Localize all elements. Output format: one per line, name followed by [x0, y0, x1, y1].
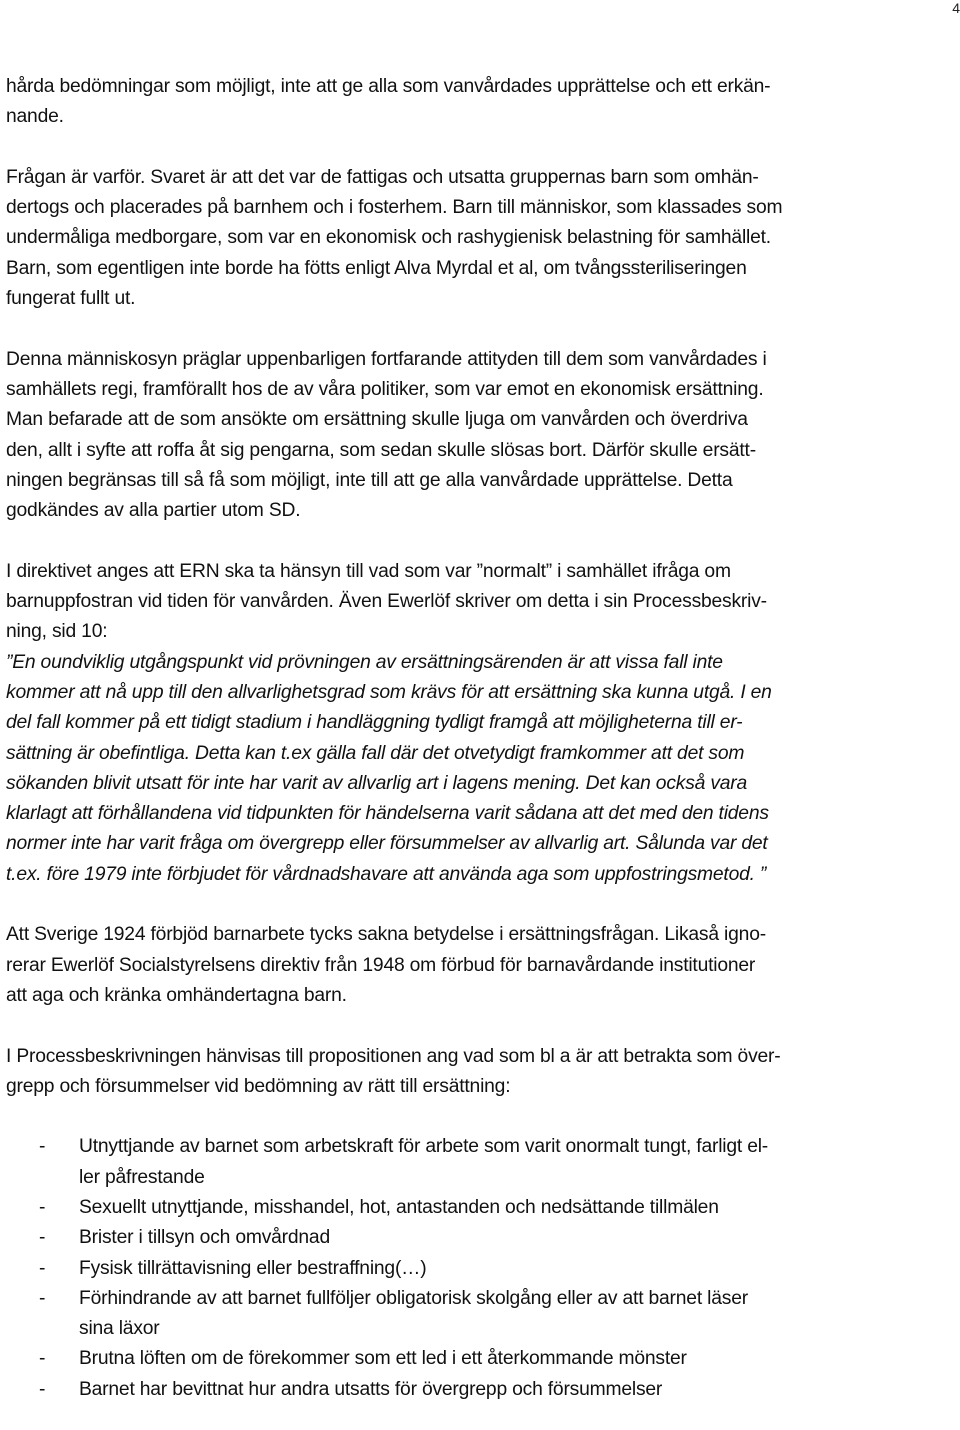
page-number: 4	[952, 0, 960, 16]
list-item-text: Fysisk tillrättavisning eller bestraffning(…)	[79, 1257, 427, 1279]
list-item	[6, 1132, 958, 1193]
list-item-text: sina läxor	[79, 1318, 160, 1340]
list-item	[6, 1254, 958, 1284]
list-item	[6, 1193, 958, 1223]
paragraph-process-description	[6, 1042, 958, 1103]
list-dash: -	[39, 1257, 46, 1279]
list-dash: -	[39, 1136, 46, 1158]
text-line: godkändes av alla partier utom SD.	[6, 500, 301, 522]
list-item-text: Sexuellt utnyttjande, misshandel, hot, antastanden och nedsättande tillmälen	[79, 1196, 719, 1218]
quote-line: normer inte har varit fråga om övergrepp eller försummelser av allvarlig art. Sålunda var det	[6, 833, 768, 855]
quote-line: klarlagt att förhållandena vid tidpunkten för händelserna varit sådana att det med den tidens	[6, 803, 769, 825]
paragraph-directive	[6, 557, 958, 890]
paragraph-child-labour	[6, 920, 958, 1011]
text-line: Man befarade att de som ansökte om ersättning skulle ljuga om vanvården och överdriva	[6, 409, 748, 431]
paragraph-assessments	[6, 72, 958, 133]
text-line: ning, sid 10:	[6, 621, 108, 643]
list-item	[6, 1375, 958, 1405]
text-line: samhällets regi, framförallt hos de av våra politiker, som var emot en ekonomisk ersättning.	[6, 378, 764, 400]
list-dash: -	[39, 1287, 46, 1309]
text-line: fungerat fullt ut.	[6, 288, 136, 310]
list-item	[6, 1344, 958, 1374]
list-dash: -	[39, 1348, 46, 1370]
list-item-text: Förhindrande av att barnet fullföljer obligatorisk skolgång eller av att barnet läser	[79, 1287, 748, 1309]
list-dash: -	[39, 1196, 46, 1218]
paragraph-human-view	[6, 345, 958, 527]
text-line: Denna människosyn präglar uppenbarligen fortfarande attityden till dem som vanvårdades i	[6, 348, 767, 370]
document-body	[6, 72, 958, 1405]
list-item-text: Utnyttjande av barnet som arbetskraft för arbete som varit onormalt tungt, farligt el-	[79, 1136, 769, 1158]
paragraph-why	[6, 163, 958, 314]
list-item-text: ler påfrestande	[79, 1166, 205, 1188]
list-dash: -	[39, 1227, 46, 1249]
quote-line: ”En oundviklig utgångspunkt vid prövningen av ersättningsärenden är att vissa fall inte	[6, 651, 723, 673]
text-line: Barn, som egentligen inte borde ha fötts enligt Alva Myrdal et al, om tvångssteriliseringen	[6, 257, 747, 279]
text-line: barnuppfostran vid tiden för vanvården. Även Ewerlöf skriver om detta i sin Processbeskriv-	[6, 591, 767, 613]
text-line: ningen begränsas till så få som möjligt, inte till att ge alla vanvårdade upprättelse. Detta	[6, 469, 733, 491]
text-line: I Processbeskrivningen hänvisas till propositionen ang vad som bl a är att betrakta som över-	[6, 1045, 781, 1067]
text-line: grepp och försummelser vid bedömning av rätt till ersättning:	[6, 1075, 511, 1097]
list-item-text: Barnet har bevittnat hur andra utsatts för övergrepp och försummelser	[79, 1378, 663, 1400]
text-line: att aga och kränka omhändertagna barn.	[6, 984, 347, 1006]
list-item-text: Brister i tillsyn och omvårdnad	[79, 1227, 330, 1249]
text-line: hårda bedömningar som möjligt, inte att ge alla som vanvårdades upprättelse och ett erkän-	[6, 76, 771, 97]
text-line: den, allt i syfte att roffa åt sig pengarna, som sedan skulle slösas bort. Därför skulle ersätt-	[6, 439, 756, 461]
list-item-text: Brutna löften om de förekommer som ett led i ett återkommande mönster	[79, 1348, 687, 1370]
quote-line: sättning är obefintliga. Detta kan t.ex gälla fall där det otvetydigt framkommer att det som	[6, 742, 745, 764]
quote-line: kommer att nå upp till den allvarlighetsgrad som krävs för att ersättning ska kunna utgå. I en	[6, 681, 772, 703]
quote-line: sökanden blivit utsatt för inte har varit av allvarlig art i lagens mening. Det kan också vara	[6, 772, 748, 794]
list-item	[6, 1284, 958, 1345]
list-dash: -	[39, 1378, 46, 1400]
quote-line: del fall kommer på ett tidigt stadium i handläggning tydligt framgå att möjligheterna till er-	[6, 712, 743, 734]
text-line: I direktivet anges att ERN ska ta hänsyn till vad som var ”normalt” i samhället ifråga om	[6, 560, 731, 582]
list-item	[6, 1223, 958, 1253]
quote-line: t.ex. före 1979 inte förbjudet för vårdnadshavare att använda aga som uppfostringsmetod. ”	[6, 863, 767, 885]
text-line: nande.	[6, 106, 64, 128]
text-line: rerar Ewerlöf Socialstyrelsens direktiv från 1948 om förbud för barnavårdande institutioner	[6, 954, 756, 976]
abuse-criteria-list	[6, 1132, 958, 1405]
text-line: Att Sverige 1924 förbjöd barnarbete tycks sakna betydelse i ersättningsfrågan. Likaså igno-	[6, 924, 766, 946]
text-line: dertogs och placerades på barnhem och i fosterhem. Barn till människor, som klassades som	[6, 197, 783, 219]
text-line: Frågan är varför. Svaret är att det var de fattigas och utsatta gruppernas barn som omhän-	[6, 166, 759, 188]
text-line: undermåliga medborgare, som var en ekonomisk och rashygienisk belastning för samhället.	[6, 227, 771, 249]
